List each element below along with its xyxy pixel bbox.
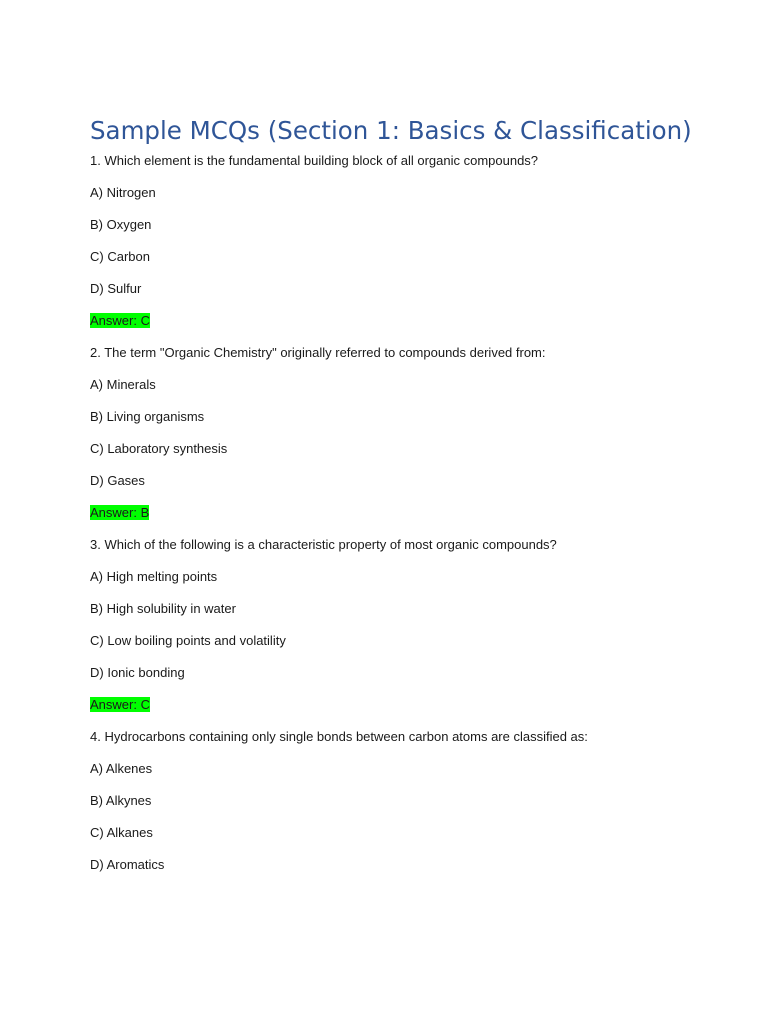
question-block-4: [90, 729, 710, 873]
answer-line-2: [90, 505, 710, 521]
question-text-3: 3. Which of the following is a characteristic property of most organic compounds?: [90, 537, 557, 552]
option-3c: C) Low boiling points and volatility: [90, 633, 286, 648]
answer-highlight-1: Answer: C: [90, 313, 150, 328]
answer-line-3: [90, 697, 710, 713]
question-text-2: 2. The term "Organic Chemistry" originally referred to compounds derived from:: [90, 345, 546, 360]
option-3d: D) Ionic bonding: [90, 665, 185, 680]
question-block-3: [90, 537, 710, 713]
option-4c: C) Alkanes: [90, 825, 153, 840]
option-2c: C) Laboratory synthesis: [90, 441, 228, 456]
option-4a: A) Alkenes: [90, 761, 153, 776]
option-1b: B) Oxygen: [90, 217, 152, 232]
option-2a: A) Minerals: [90, 377, 156, 392]
document-page: [90, 113, 710, 889]
option-1d: D) Sulfur: [90, 281, 142, 296]
question-block-2: [90, 345, 710, 521]
option-3a: A) High melting points: [90, 569, 218, 584]
document-title: Sample MCQs (Section 1: Basics & Classification): [90, 116, 692, 145]
answer-highlight-3: Answer: C: [90, 697, 150, 712]
option-3b: B) High solubility in water: [90, 601, 236, 616]
question-block-1: [90, 153, 710, 329]
question-text-1: 1. Which element is the fundamental building block of all organic compounds?: [90, 153, 539, 168]
option-4d: D) Aromatics: [90, 857, 165, 872]
option-2b: B) Living organisms: [90, 409, 205, 424]
option-2d: D) Gases: [90, 473, 145, 488]
question-text-4: 4. Hydrocarbons containing only single bonds between carbon atoms are classified as:: [90, 729, 588, 744]
option-1c: C) Carbon: [90, 249, 150, 264]
answer-line-1: [90, 313, 710, 329]
answer-highlight-2: Answer: B: [90, 505, 150, 520]
option-4b: B) Alkynes: [90, 793, 152, 808]
option-1a: A) Nitrogen: [90, 185, 156, 200]
